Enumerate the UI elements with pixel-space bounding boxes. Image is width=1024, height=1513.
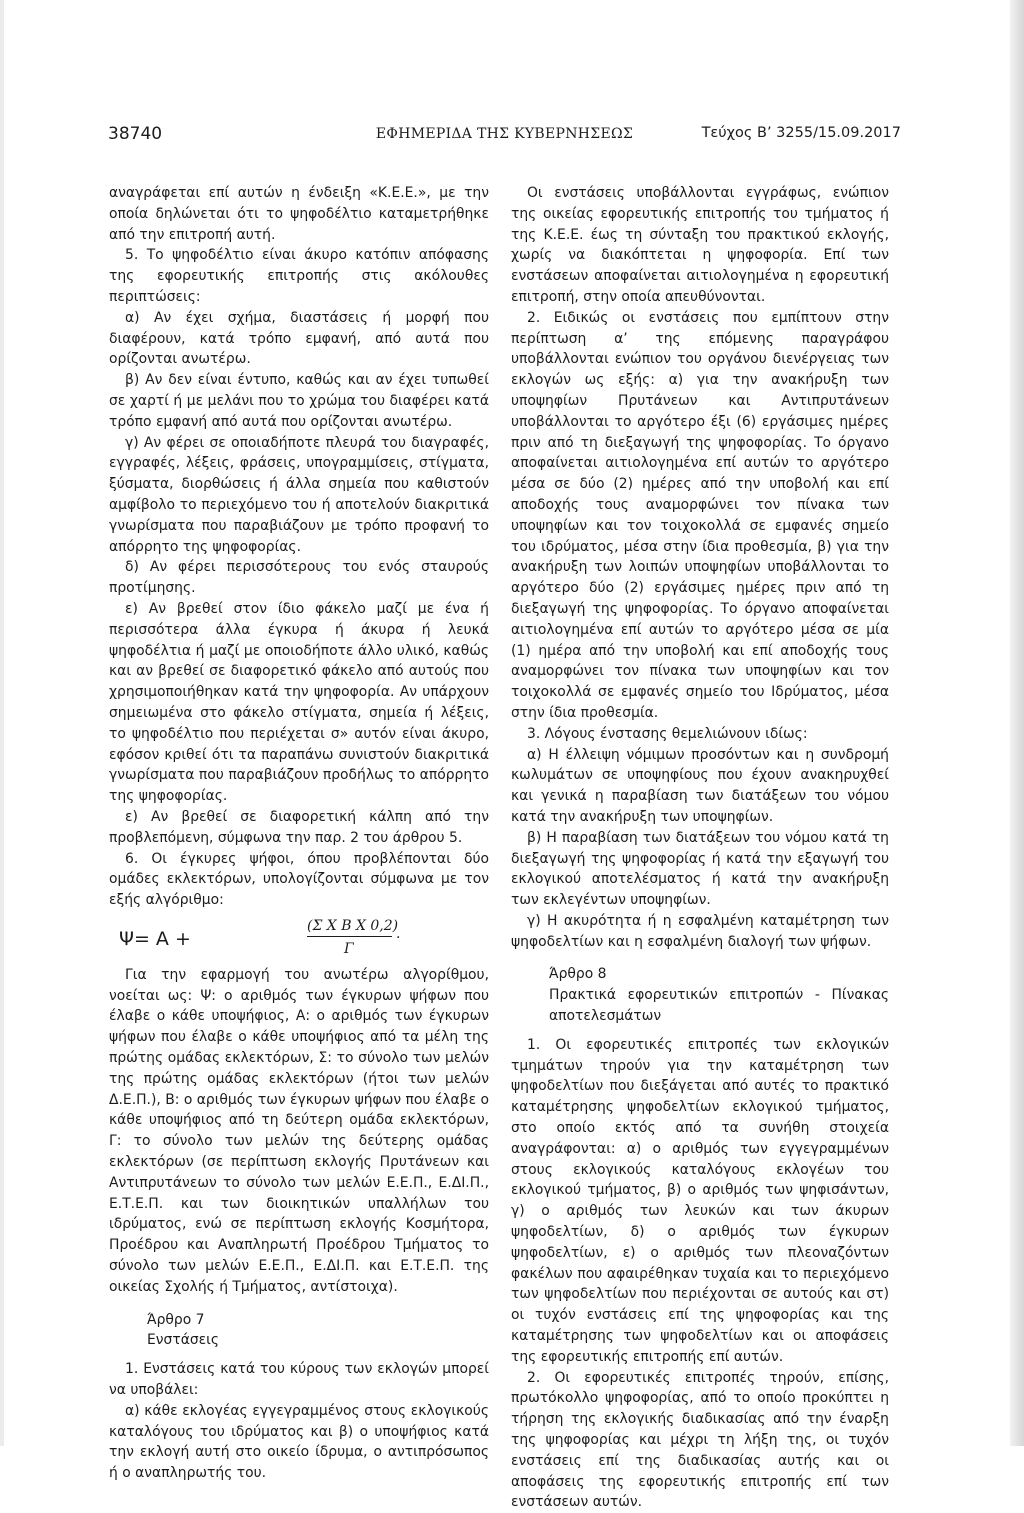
article-title: Ενστάσεις bbox=[147, 1332, 220, 1349]
paragraph: αναγράφεται επί αυτών η ένδειξη «Κ.Ε.Ε.», με την οποία δηλώνεται ότι το ψηφοδέλτιο καταμετρήθηκε από την επιτροπή αυτή. bbox=[109, 185, 489, 243]
paragraph: β) Η παραβίαση των διατάξεων του νόμου κατά τη διεξαγωγή της ψηφοφορίας ή κατά την εξαγωγή του εκλογικού αποτελέσματος ή κατά την ανακήρυξη των εκλεγέντων υποψηφίων. bbox=[511, 829, 889, 909]
paragraph: 2. Ειδικώς οι ενστάσεις που εμπίπτουν στην περίπτωση α’ της επόμενης παραγράφου υποβάλλονται ενώπιον του οργάνου διενέργειας των εκλογών ως εξής: α) για την ανακήρυξη των υποψηφίων Πρυτάνεων και Αντιπρυτάνεων υποβάλλονται το αργότερο έξι (6) εργάσιμες ημέρες πριν από τη διεξαγωγή της ψηφοφορίας. Το όργανο αποφαίνεται αιτιολογημένα επί αυτών το αργότερο μέσα σε δύο (2) ημέρες από την υποβολή και επί αποδοχής τους αναμορφώνει τον πίνακα των υποψηφίων και τον τοιχοκολλά σε εμφανές σημείο του ιδρύματος, μέσα στην ίδια προθεσμία, β) για την ανακήρυξη των λοιπών υποψηφίων υποβάλλονται το αργότερο δύο (2) εργάσιμες ημέρες πριν από τη διεξαγωγή της ψηφοφορίας. Το όργανο αποφαίνεται αιτιολογημένα επί αυτών το αργότερο μέσα σε μία (1) ημέρα από την υποβολή και επί αποδοχής τους αναμορφώνει τον πίνακα των υποψηφίων και τον τοιχοκολλά σε εμφανές σημείο του Ιδρύματος, μέσα στην ίδια προθεσμία. bbox=[511, 309, 889, 721]
fraction-bar bbox=[307, 936, 392, 937]
page-number: 38740 bbox=[108, 124, 163, 144]
left-column bbox=[109, 183, 489, 1484]
right-column bbox=[511, 183, 889, 1513]
formula-end: . bbox=[396, 925, 401, 942]
page-edge-right bbox=[1010, 0, 1024, 1446]
paragraph: ε) Αν βρεθεί σε διαφορετική κάλπη από την προβλεπόμενη, σύμφωνα την παρ. 2 του άρθρου 5. bbox=[109, 808, 489, 846]
gazette-title: ΕΦΗΜΕΡΙΔΑ ΤΗΣ ΚΥΒΕΡΝΗΣΕΩΣ bbox=[375, 126, 634, 142]
paragraph: 1. Οι εφορευτικές επιτροπές των εκλογικών τμημάτων τηρούν για την καταμέτρηση των ψηφοδελτίων που διεξάγεται από αυτές το πρακτικό καταμέτρησης ψηφοδελτίων εκλογικού τμήματος, στο οποίο εκτός από τα συνήθη στοιχεία αναγράφονται: α) ο αριθμός των εγγεγραμμένων στους εκλογικούς καταλόγους εκλογέων του εκλογικού τμήματος, β) ο αριθμός των ψηφισάντων, γ) ο αριθμός των λευκών και των άκυρων ψηφοδελτίων, δ) ο αριθμός των έγκυρων ψηφοδελτίων, ε) ο αριθμός των πλεοναζόντων φακέλων που αφαιρέθηκαν τυχαία και το περιεχόμενο των ψηφοδελτίων που περιέχονται σε αυτούς και στ) οι τυχόν ενστάσεις επί της ψηφοφορίας και της καταμέτρησης των ψηφοδελτίων και οι αποφάσεις της εφορευτικής επιτροπής επί αυτών. bbox=[511, 1036, 889, 1365]
article-number: Άρθρο 7 bbox=[147, 1311, 205, 1328]
paragraph: δ) Αν φέρει περισσότερους του ενός σταυρούς προτίμησης. bbox=[109, 559, 489, 597]
paragraph: α) κάθε εκλογέας εγγεγραμμένος στους εκλογικούς καταλόγους του ιδρύματος και β) ο υποψήφιος κατά την εκλογή αυτή στο οικείο ίδρυμα, ο αντιπρόσωπος ή ο αναπληρωτής του. bbox=[109, 1402, 489, 1482]
paragraph: ε) Αν βρεθεί στον ίδιο φάκελο μαζί με ένα ή περισσότερα άλλα έγκυρα ή άκυρα ή λευκά ψηφοδέλτια ή μαζί με οποιοδήποτε άλλο υλικό, καθώς και αν βρεθεί σε διαφορετικό φάκελο από αυτούς που χρησιμοποιήθηκαν κατά την ψηφοφορία. Αν υπάρχουν σημειωμένα στο φάκελο στίγματα, σημεία ή λέξεις, το ψηφοδέλτιο που περιέχεται σ» αυτόν είναι άκυρο, εφόσον κριθεί ότι τα παραπάνω συνιστούν διακριτικά γνωρίσματα που παραβιάζουν προδήλως το απόρρητο της ψηφοφορίας. bbox=[109, 600, 489, 805]
paragraph: Οι ενστάσεις υποβάλλονται εγγράφως, ενώπιον της οικείας εφορευτικής επιτροπής του τμήματος ή της Κ.Ε.Ε. έως τη σύνταξη του πρακτικού εκλογής, χωρίς να διακόπτεται η ψηφοφορία. Επί των ενστάσεων αποφαίνεται αιτιολογημένα η εφορευτική επιτροπή, στην οποία απευθύνονται. bbox=[511, 185, 889, 305]
paragraph: 5. Το ψηφοδέλτιο είναι άκυρο κατόπιν απόφασης της εφορευτικής επιτροπής στις ακόλουθες περιπτώσεις: bbox=[109, 247, 489, 305]
article-number: Άρθρο 8 bbox=[549, 966, 607, 983]
vote-formula bbox=[109, 916, 489, 962]
paragraph: 1. Ενστάσεις κατά του κύρους των εκλογών μπορεί να υποβάλει: bbox=[109, 1361, 489, 1399]
paragraph: 6. Οι έγκυρες ψήφοι, όπου προβλέπονται δύο ομάδες εκλεκτόρων, υπολογίζονται σύμφωνα με τον εξής αλγόριθμο: bbox=[109, 850, 489, 909]
spacer bbox=[511, 1027, 889, 1035]
spacer bbox=[109, 1351, 489, 1359]
page-edge-left bbox=[0, 0, 4, 1446]
paragraph: α) Αν έχει σχήμα, διαστάσεις ή μορφή που διαφέρουν, κατά τρόπο εμφανή, από αυτά που ορίζονται ανωτέρω. bbox=[109, 309, 489, 368]
paragraph: β) Αν δεν είναι έντυπο, καθώς και αν έχει τυπωθεί σε χαρτί ή με μελάνι που το χρώμα του διαφέρει κατά τρόπο εμφανή από αυτά που ορίζονται ανωτέρω. bbox=[109, 372, 489, 430]
formula-lhs: Ψ= A + bbox=[119, 927, 191, 950]
paragraph: γ) Η ακυρότητα ή η εσφαλμένη καταμέτρηση των ψηφοδελτίων και η εσφαλμένη διαλογή των ψήφων. bbox=[511, 912, 889, 950]
page-header bbox=[108, 124, 901, 148]
paragraph: 2. Οι εφορευτικές επιτροπές τηρούν, επίσης, πρωτόκολλο ψηφοφορίας, από το οποίο προκύπτει η τήρηση της εκλογικής διαδικασίας από την έναρξη της ψηφοφορίας και μέχρι τη λήξη της, οι τυχόν ενστάσεις επί της διαδικασίας αυτής και οι αποφάσεις της εφορευτικής επιτροπής επί των ενστάσεων αυτών. bbox=[511, 1369, 889, 1511]
issue-reference: Τεύχος Β’ 3255/15.09.2017 bbox=[701, 125, 901, 141]
paragraph: Για την εφαρμογή του ανωτέρω αλγορίθμου, νοείται ως: Ψ: ο αριθμός των έγκυρων ψήφων που έλαβε ο κάθε υποψήφιος, Α: ο αριθμός των έγκυρων ψήφων που έλαβε ο κάθε υποψήφιος από τα μέλη της πρώτης ομάδας εκλεκτόρων, Σ: το σύνολο των μελών της πρώτης ομάδας εκλεκτόρων (ήτοι των μελών Δ.Ε.Π.), Β: ο αριθμός των έγκυρων ψήφων που έλαβε ο κάθε υποψήφιος από τη δεύτερη ομάδα εκλεκτόρων, Γ: το σύνολο των μελών της δεύτερης ομάδας εκλεκτόρων (σε περίπτωση εκλογής Πρυτάνεων και Αντιπρυτάνεων το σύνολο των μελών Ε.Ε.Π., Ε.ΔΙ.Π., Ε.Τ.Ε.Π. και των διοικητικών υπαλλήλων του ιδρύματος, ενώ σε περίπτωση εκλογής Κοσμήτορα, Προέδρου και Αναπληρωτή Προέδρου Τμήματος το σύνολο των μελών Ε.Ε.Π., Ε.ΔΙ.Π. και Ε.Τ.Ε.Π. της οικείας Σχολής ή Τμήματος, αντίστοιχα). bbox=[109, 966, 490, 1295]
article-title: Πρακτικά εφορευτικών επιτροπών - Πίνακας αποτελεσμάτων bbox=[549, 987, 889, 1025]
paragraph: γ) Αν φέρει σε οποιαδήποτε πλευρά του διαγραφές, εγγραφές, λέξεις, φράσεις, υπογραμμίσεις, στίγματα, ξύσματα, διορθώσεις ή άλλα σημεία που καθιστούν αμφίβολο το περιεχόμενο του ή αποτελούν διακριτικά γνωρίσματα που παραβιάζουν με τρόπο προφανή το απόρρητο της ψηφοφορίας. bbox=[109, 434, 489, 555]
paragraph: α) Η έλλειψη νόμιμων προσόντων και η συνδρομή κωλυμάτων σε υποψηφίους που έχουν ανακηρυχθεί και γενικά η παραβίαση των διατάξεων του νόμου κατά την ανακήρυξη των υποψηφίων. bbox=[511, 746, 889, 825]
formula-denominator: Γ bbox=[344, 940, 354, 957]
formula-numerator: (Σ X B X 0,2) bbox=[307, 917, 399, 934]
paragraph: 3. Λόγους ένστασης θεμελιώνουν ιδίως: bbox=[527, 725, 808, 742]
